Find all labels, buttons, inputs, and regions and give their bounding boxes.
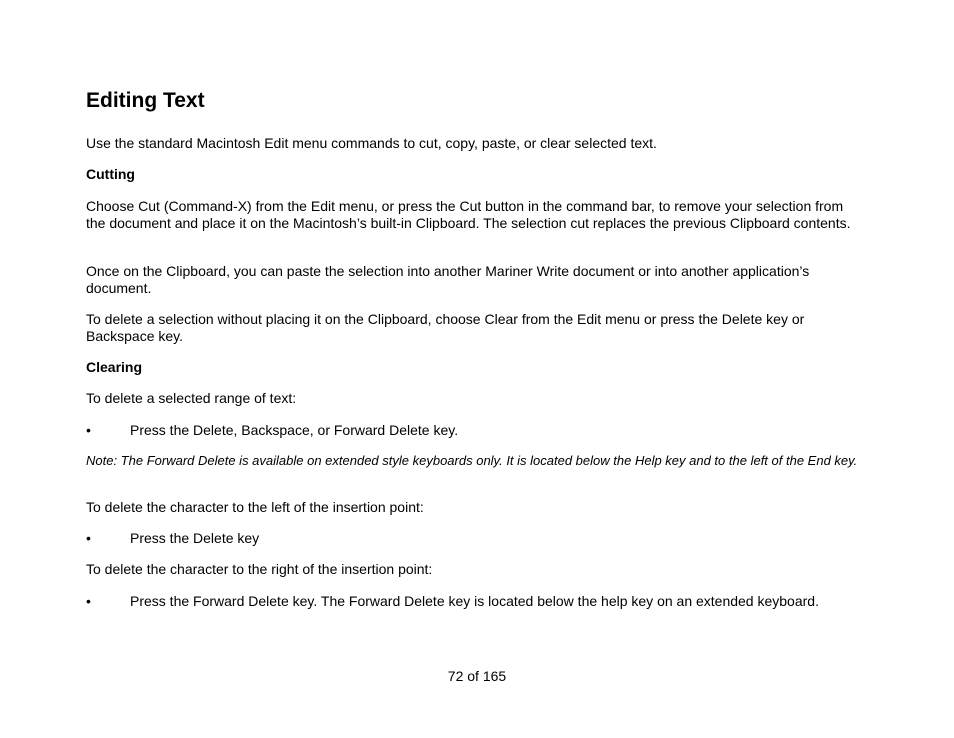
page-number: 72 of 165: [447, 668, 507, 684]
clearing-paragraph-1: To delete a selected range of text:: [86, 390, 297, 406]
bullet-text: Press the Forward Delete key. The Forward Delete key is located below the help key on an extended keyboard.: [130, 593, 819, 609]
clearing-paragraph-2: To delete the character to the left of the insertion point:: [86, 499, 424, 515]
cutting-paragraph-3: To delete a selection without placing it on the Clipboard, choose Clear from the Edit menu or press the Delete key or Backspace key.: [86, 311, 805, 344]
cutting-heading: Cutting: [86, 166, 135, 182]
bullet-glyph: •: [86, 422, 91, 438]
bullet-glyph: •: [86, 593, 91, 609]
page-title: Editing Text: [86, 89, 205, 112]
clearing-paragraph-3: To delete the character to the right of the insertion point:: [86, 561, 433, 577]
bullet-glyph: •: [86, 530, 91, 546]
note-paragraph: Note: The Forward Delete is available on extended style keyboards only. It is located below the Help key and to the left of the End key.: [86, 453, 858, 468]
intro-paragraph: Use the standard Macintosh Edit menu commands to cut, copy, paste, or clear selected text.: [86, 135, 657, 151]
cutting-paragraph-1: Choose Cut (Command-X) from the Edit menu, or press the Cut button in the command bar, to remove your selection from the document and place it on the Macintosh’s built-in Clipboard. The selection cut replaces the previous Clipboard contents.: [86, 198, 851, 231]
bullet-text: Press the Delete, Backspace, or Forward Delete key.: [130, 422, 459, 438]
bullet-text: Press the Delete key: [130, 530, 260, 546]
cutting-paragraph-2: Once on the Clipboard, you can paste the selection into another Mariner Write document or into another application’s document.: [86, 263, 810, 296]
clearing-heading: Clearing: [86, 359, 143, 375]
